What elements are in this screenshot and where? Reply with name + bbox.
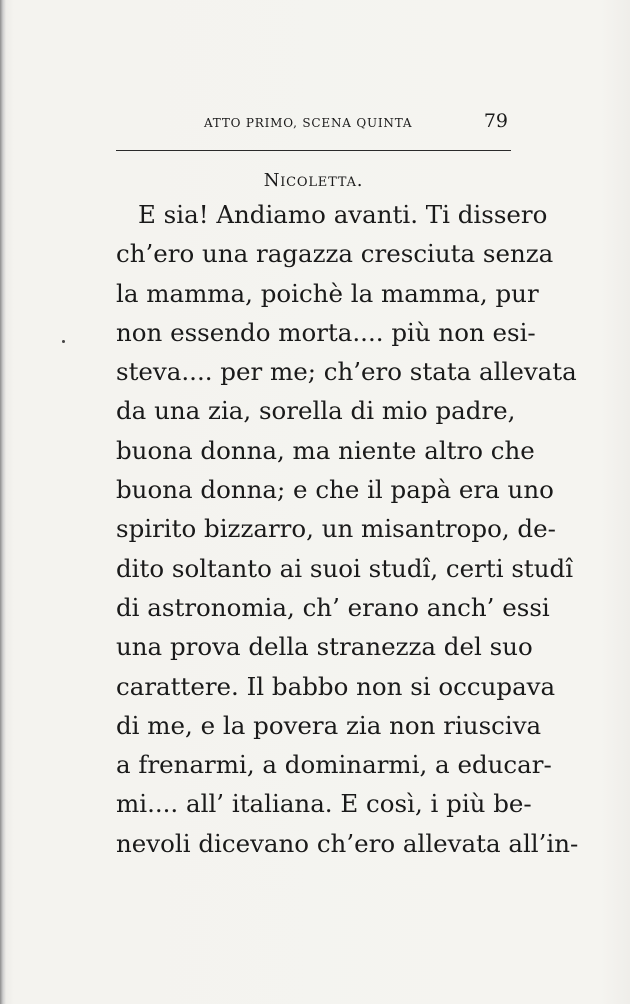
text-line: dito soltanto ai suoi studî, certi studî <box>116 553 574 583</box>
speaker-name: Nicoletta. <box>263 170 364 191</box>
running-title: ATTO PRIMO, SCENA QUINTA <box>204 116 413 130</box>
text-line: da una zia, sorella di mio padre, <box>116 396 516 426</box>
text-line: non essendo morta.... più non esi- <box>116 317 536 347</box>
text-line: la mamma, poichè la mamma, pur <box>116 278 539 308</box>
dialogue-text <box>116 195 579 863</box>
page-number: 79 <box>483 110 508 132</box>
text-line: buona donna, ma niente altro che <box>116 435 535 465</box>
text-line: spirito bizzarro, un misantropo, de- <box>116 514 556 544</box>
text-line: di astronomia, ch’ erano anch’ essi <box>116 592 550 622</box>
margin-speck <box>62 340 65 343</box>
text-line: carattere. Il babbo non si occupava <box>116 671 556 701</box>
running-head <box>116 110 512 134</box>
text-line: ch’ero una ragazza cresciuta senza <box>116 239 554 269</box>
text-line: nevoli dicevano ch’ero allevata all’in- <box>116 828 579 858</box>
text-line: steva.... per me; ch’ero stata allevata <box>116 357 577 387</box>
text-line: E sia! Andiamo avanti. Ti dissero <box>138 200 548 229</box>
text-line: buona donna; e che il papà era uno <box>116 475 554 505</box>
text-line: mi.... all’ italiana. E così, i più be- <box>116 789 532 819</box>
text-line: a frenarmi, a dominarmi, a educar- <box>116 750 552 780</box>
page-left-edge-shadow <box>0 0 6 1004</box>
header-rule <box>116 150 511 151</box>
text-line: una prova della stranezza del suo <box>116 632 533 662</box>
text-line: di me, e la povera zia non riusciva <box>116 710 542 740</box>
